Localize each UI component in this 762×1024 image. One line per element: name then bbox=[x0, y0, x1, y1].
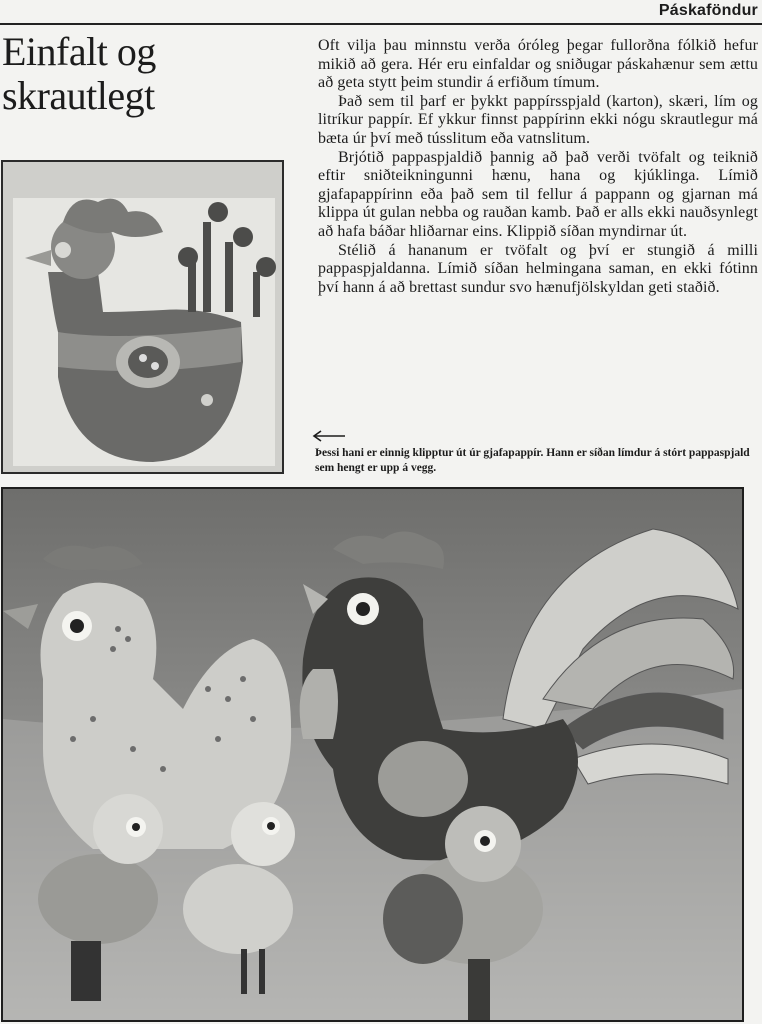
article-title: Einfalt og skrautlegt bbox=[2, 29, 156, 118]
header-rule bbox=[0, 23, 762, 25]
rooster-wall-photo bbox=[1, 160, 284, 474]
section-label: Páskaföndur bbox=[658, 2, 758, 19]
article-paragraph-4: Stélið á hananum er tvöfalt og því er stungið á milli pappaspjaldanna. Límið síðan helmingana saman, en ekki fótinn því hann á að brettast sundur svo hænufjölskyldan geti staðið. bbox=[318, 241, 758, 296]
article-paragraph-3: Brjótið pappaspjaldið þannig að það verði tvöfalt og teiknið eftir sniðteikningunni hænu, hana og kjúklinga. Límið gjafapappírinn eða það sem til fellur á pappann og gjarnan má klippa út gulan nebba og rauðan kamb. Það er alls ekki nauðsynlegt að hafa báðar hliðarnar eins. Klippið síðan myndirnar út. bbox=[318, 148, 758, 240]
article-paragraph-1: Oft vilja þau minnstu verða óróleg þegar fullorðna fólkið hefur mikið að gera. Hér eru einfaldar og sniðugar páskahænur sem ættu að geta stytt þeim stundir á erfiðum tímum. bbox=[318, 37, 758, 92]
hen-family-photo bbox=[1, 487, 744, 1022]
paper-hen-family-illustration bbox=[3, 489, 742, 1020]
arrow-left-icon bbox=[311, 429, 347, 443]
article-body bbox=[318, 37, 758, 297]
article-paragraph-2: Það sem til þarf er þykkt pappírsspjald (karton), skæri, lím og litríkur pappír. Ef ykkur finnst pappírinn ekki nógu skrautlegur má bæta úr því með tússlitum eða vatnslitum. bbox=[318, 92, 758, 147]
photo-caption: Þessi hani er einnig klipptur út úr gjafapappír. Hann er síðan límdur á stórt pappaspjald sem hengt er upp á vegg. bbox=[315, 447, 750, 474]
paper-rooster-illustration bbox=[3, 162, 282, 472]
